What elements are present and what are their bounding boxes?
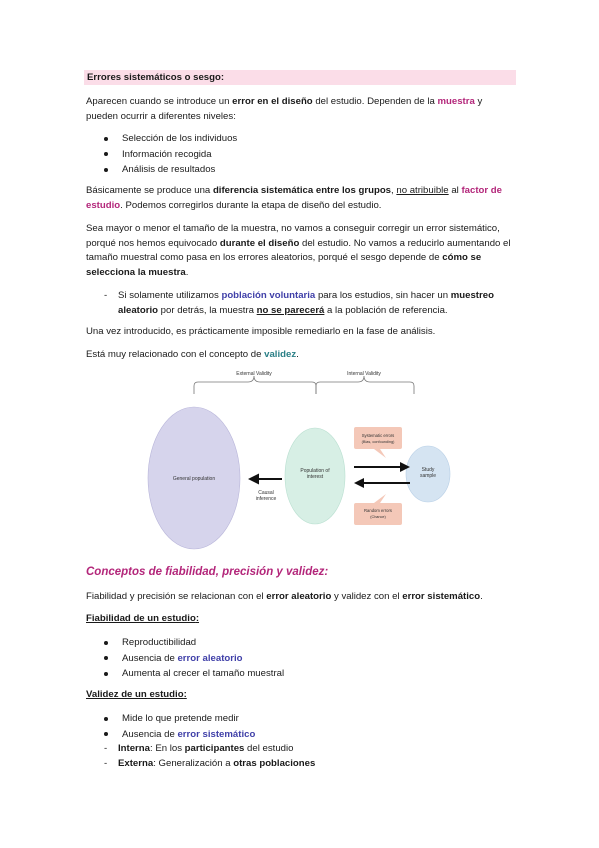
systematic-errors-pointer	[374, 449, 386, 458]
highlight-text: muestra	[437, 96, 475, 107]
bold-text: error aleatorio	[266, 591, 332, 602]
paragraph-intro	[86, 95, 516, 124]
text: Ausencia de	[122, 728, 178, 740]
validity-diagram	[140, 370, 460, 552]
highlight-text: factor de estudio	[86, 185, 502, 211]
paragraph-sample-size	[86, 222, 516, 280]
population-of-interest-label: Population of	[300, 468, 330, 474]
text: del estudio	[244, 743, 294, 754]
bold-text: Interna	[118, 743, 150, 754]
text: Si solamente utilizamos	[118, 290, 222, 301]
text: y pueden ocurrir a diferentes niveles:	[86, 96, 483, 122]
text: del estudio. Dependen de la	[312, 96, 438, 107]
random-errors-sublabel: (Chance)	[370, 515, 386, 519]
systematic-errors-label: Systematic errors	[361, 433, 395, 438]
study-sample-label: sample	[419, 473, 437, 479]
internal-validity-label: Internal Validity	[347, 371, 381, 377]
list-item	[86, 651, 284, 667]
highlight-text: error aleatorio	[177, 652, 243, 664]
bold-text: error sistemático	[402, 591, 481, 602]
text: del estudio. No vamos a reducirlo aumentando el tamaño muestral como pasa en los errores aleatorios, porqué el sesgo depende de	[86, 237, 511, 264]
reliability-list	[86, 635, 284, 682]
bold-text: error en el diseño	[232, 96, 313, 107]
list-item: Aumenta al crecer el tamaño muestral	[86, 666, 284, 682]
text: : En los	[150, 743, 185, 754]
text: .	[480, 591, 483, 602]
systematic-errors-sublabel: (Bias, confounding)	[361, 440, 395, 444]
highlight-text: población voluntaria	[221, 290, 316, 301]
text: Sea mayor o menor el tamaño de la muestra, no vamos a conseguir corregir un error sistemático, porqué nos hemos equivocado	[86, 223, 500, 249]
text: Fiabilidad de un estudio	[86, 613, 196, 624]
text: Validez de un estudio	[86, 689, 184, 700]
dash-list	[86, 289, 518, 318]
reliability-heading	[86, 613, 199, 624]
bold-text: durante el diseño	[219, 237, 300, 249]
text: Básicamente se produce una	[86, 185, 213, 196]
text: Aparecen cuando se introduce un	[86, 96, 233, 107]
internal-validity-bracket	[316, 376, 414, 394]
systematic-errors-box	[354, 427, 402, 449]
text: .	[296, 349, 299, 360]
paragraph-systematic-difference	[86, 184, 516, 213]
highlight-text: validez	[264, 349, 297, 360]
list-item	[86, 742, 518, 757]
validity-heading	[86, 689, 187, 700]
random-errors-box	[354, 503, 402, 525]
underlined-text: no atribuible	[396, 185, 449, 196]
arrow-to-population-head	[354, 478, 364, 488]
list-item	[86, 289, 518, 318]
paragraph-validity	[86, 348, 516, 363]
list-item	[86, 757, 518, 772]
text: al	[448, 185, 462, 196]
list-item: Mide lo que pretende medir	[86, 711, 255, 727]
validity-list	[86, 711, 255, 742]
external-validity-label: External Validity	[236, 371, 272, 377]
levels-list	[86, 131, 237, 178]
highlight-text: error sistemático	[177, 728, 256, 740]
general-population-label: General population	[172, 476, 216, 482]
bold-text: Externa	[118, 757, 154, 769]
text: .	[185, 266, 189, 278]
bold-text: participantes	[184, 743, 245, 754]
text: para los estudios, sin hacer un	[315, 290, 451, 301]
study-sample-label: Study	[421, 467, 435, 473]
text: por detrás, la muestra	[158, 304, 257, 316]
text: ,	[391, 185, 397, 196]
random-errors-label: Random errors	[364, 508, 392, 513]
random-errors-pointer	[374, 494, 386, 503]
bold-text: muestreo aleatorio	[118, 290, 494, 316]
paragraph-remedy: Una vez introducido, es prácticamente imposible remediarlo en la fase de análisis.	[86, 326, 436, 337]
text: Fiabilidad y precisión se relacionan con el	[86, 591, 267, 602]
validity-sublist	[86, 742, 518, 771]
section-header-systematic-errors: Errores sistemáticos o sesgo:	[84, 70, 516, 85]
population-of-interest-label: interest	[306, 474, 324, 480]
text: Está muy relacionado con el concepto de	[86, 349, 265, 360]
text: Ausencia de	[122, 652, 178, 664]
external-validity-bracket	[194, 376, 316, 394]
text: : Generalización a	[153, 757, 234, 769]
paragraph-concepts-intro	[86, 590, 516, 605]
list-item	[86, 727, 255, 743]
section-title-concepts: Conceptos de fiabilidad, precisión y validez:	[86, 566, 329, 578]
text: a la población de referencia.	[324, 304, 448, 316]
bold-underlined-text: no se parecerá	[256, 304, 325, 316]
bold-text: cómo se selecciona la muestra	[86, 252, 482, 278]
list-item: Selección de los individuos	[86, 131, 237, 147]
text: :	[195, 613, 200, 624]
causal-inference-label: inference	[255, 496, 277, 502]
causal-inference-arrow-head	[248, 474, 259, 485]
text: . Podemos corregirlos durante la etapa de diseño del estudio.	[120, 199, 382, 211]
list-item: Reproductibilidad	[86, 635, 284, 651]
bold-text: otras poblaciones	[233, 757, 316, 769]
causal-inference-label: Causal	[258, 490, 274, 496]
bold-text: diferencia sistemática entre los grupos	[212, 185, 392, 196]
text: :	[183, 689, 187, 700]
list-item: Información recogida	[86, 147, 237, 163]
list-item: Análisis de resultados	[86, 162, 237, 178]
text: y validez con el	[331, 591, 403, 602]
